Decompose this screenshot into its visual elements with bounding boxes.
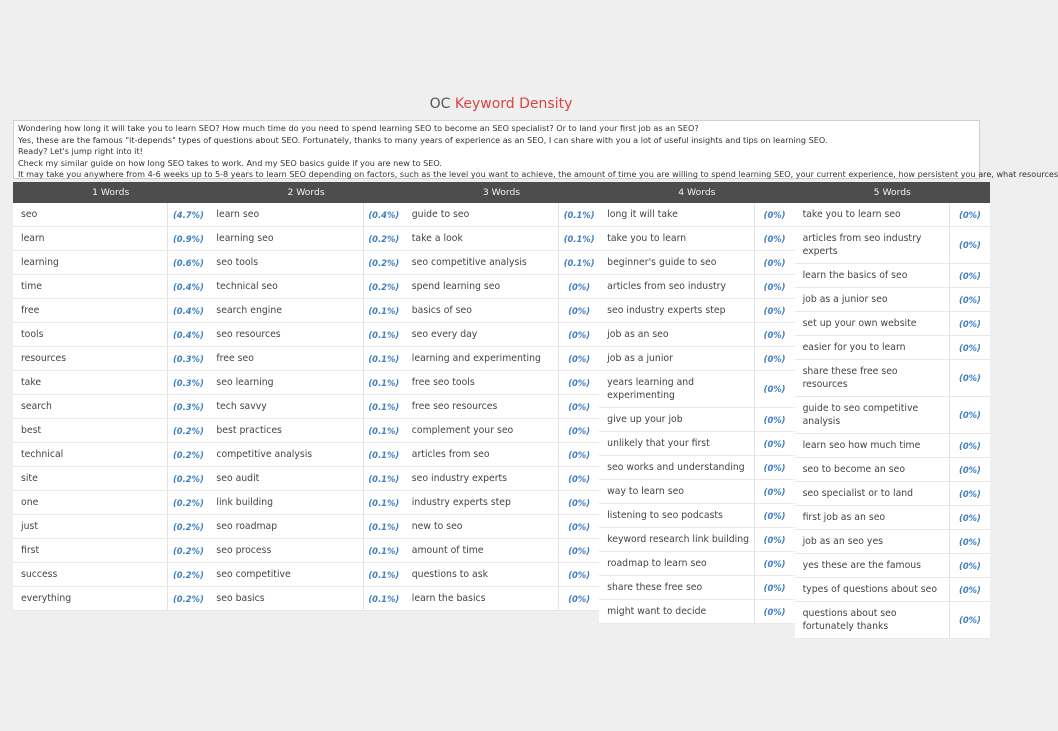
keyword-text: industry experts step — [404, 491, 559, 514]
keyword-text: questions about seo fortunately thanks — [795, 602, 950, 638]
keyword-text: job as a junior — [599, 347, 754, 370]
keyword-text: seo works and understanding — [599, 456, 754, 479]
keyword-text: types of questions about seo — [795, 578, 950, 601]
column-header: 2 Words — [208, 182, 403, 203]
keyword-row — [208, 347, 403, 371]
keyword-density: (0.3%) — [172, 353, 204, 364]
keyword-density: (0.4%) — [368, 209, 400, 220]
keyword-density: (0.1%) — [368, 353, 400, 364]
keyword-text: job as a junior seo — [795, 288, 950, 311]
keyword-density: (0%) — [763, 257, 786, 268]
keyword-density: (0.4%) — [172, 329, 204, 340]
keyword-row — [795, 336, 990, 360]
keyword-text: best practices — [208, 419, 363, 442]
keyword-row — [795, 554, 990, 578]
keyword-density: (0.1%) — [368, 593, 400, 604]
keyword-row — [404, 275, 599, 299]
keyword-text: technical seo — [208, 275, 363, 298]
keyword-text: time — [13, 275, 168, 298]
keyword-text: seo learning — [208, 371, 363, 394]
keyword-density: (0.2%) — [368, 257, 400, 268]
keyword-text: free seo resources — [404, 395, 559, 418]
source-text-line: Check my similar guide on how long SEO takes to work. And my SEO basics guide if you are new to SEO. — [18, 157, 442, 168]
keyword-text: seo audit — [208, 467, 363, 490]
keyword-text: roadmap to learn seo — [599, 552, 754, 575]
keyword-text: learn — [13, 227, 168, 250]
keyword-density: (4.7%) — [172, 209, 204, 220]
page-title — [0, 96, 1002, 112]
column-header: 5 Words — [795, 182, 990, 203]
keyword-text: take you to learn seo — [795, 203, 950, 226]
keyword-density: (0%) — [959, 240, 981, 250]
keyword-row — [404, 563, 599, 587]
keyword-column-3 — [404, 182, 599, 604]
keyword-row — [599, 299, 794, 323]
keyword-density: (0%) — [568, 329, 591, 340]
keyword-row — [13, 347, 208, 371]
keyword-row — [208, 587, 403, 611]
keyword-text: guide to seo — [404, 203, 559, 226]
keyword-row — [208, 539, 403, 563]
keyword-density: (0%) — [568, 569, 591, 580]
keyword-row — [795, 203, 990, 227]
keyword-row — [599, 203, 794, 227]
keyword-row — [13, 251, 208, 275]
keyword-text: set up your own website — [795, 312, 950, 335]
keyword-row — [13, 563, 208, 587]
keyword-row — [13, 299, 208, 323]
keyword-text: free seo tools — [404, 371, 559, 394]
keyword-column-1 — [13, 182, 208, 604]
keyword-row — [208, 443, 403, 467]
keyword-density: (0%) — [959, 342, 981, 353]
keyword-density: (0.2%) — [368, 233, 400, 244]
keyword-density: (0.1%) — [563, 257, 595, 268]
keyword-row — [13, 203, 208, 227]
keyword-density: (0%) — [568, 449, 591, 460]
keyword-row — [208, 251, 403, 275]
keyword-row — [13, 371, 208, 395]
keyword-text: seo competitive analysis — [404, 251, 559, 274]
title-prefix: OC — [429, 96, 451, 112]
source-text-line: It may take you anywhere from 4-6 weeks up to 5-8 years to learn SEO depending on factors, such as the level you want to achieve, the amount of time you are willing to spend learning SEO, your current experience, how persistent you are, what resources — [18, 169, 1058, 179]
keyword-density: (0.1%) — [563, 233, 595, 244]
keyword-density: (0%) — [959, 512, 981, 523]
keyword-density: (0%) — [763, 510, 786, 521]
keyword-text: first — [13, 539, 168, 562]
keyword-text: search engine — [208, 299, 363, 322]
keyword-row — [404, 299, 599, 323]
keyword-text: learn seo how much time — [795, 434, 950, 457]
keyword-row — [404, 515, 599, 539]
keyword-density: (0%) — [763, 582, 786, 593]
keyword-density: (0%) — [959, 294, 981, 305]
keyword-text: basics of seo — [404, 299, 559, 322]
keyword-row — [795, 602, 990, 639]
keyword-text: seo process — [208, 539, 363, 562]
keyword-text: job as an seo — [599, 323, 754, 346]
keyword-row — [208, 419, 403, 443]
keyword-row — [13, 539, 208, 563]
keyword-row — [404, 251, 599, 275]
keyword-density: (0%) — [568, 353, 591, 364]
keyword-row — [208, 299, 403, 323]
keyword-density: (0%) — [959, 373, 981, 383]
keyword-density: (0%) — [959, 584, 981, 595]
keyword-text: seo — [13, 203, 168, 226]
keyword-column-4 — [599, 182, 794, 617]
source-text-line: Yes, these are the famous "it-depends" types of questions about SEO. Fortunately, thanks to many years of experience as an SEO, I can share with you a lot of useful insights and tips on learning SEO. — [18, 134, 828, 145]
keyword-density: (0.4%) — [172, 281, 204, 292]
keyword-density: (0.1%) — [368, 497, 400, 508]
keyword-row — [795, 264, 990, 288]
keyword-density: (0%) — [959, 440, 981, 451]
keyword-row — [13, 419, 208, 443]
keyword-text: articles from seo industry experts — [795, 227, 950, 263]
keyword-density: (0.1%) — [368, 569, 400, 580]
keyword-density: (0%) — [959, 488, 981, 499]
keyword-density: (0%) — [568, 497, 591, 508]
source-text-input[interactable] — [13, 120, 1058, 179]
keyword-row — [404, 587, 599, 611]
keyword-text: might want to decide — [599, 600, 754, 623]
keyword-row — [795, 227, 990, 264]
keyword-density: (0.2%) — [172, 521, 204, 532]
keyword-text: seo industry experts — [404, 467, 559, 490]
keyword-text: seo to become an seo — [795, 458, 950, 481]
keyword-text: unlikely that your first — [599, 432, 754, 455]
keyword-density: (0.1%) — [368, 545, 400, 556]
keyword-density: (0%) — [568, 545, 591, 556]
keyword-text: one — [13, 491, 168, 514]
keyword-row — [795, 397, 990, 434]
keyword-column-2 — [208, 182, 403, 604]
keyword-text: seo resources — [208, 323, 363, 346]
keyword-text: competitive analysis — [208, 443, 363, 466]
keyword-row — [599, 371, 794, 408]
keyword-density: (0.1%) — [368, 401, 400, 412]
keyword-density: (0.6%) — [172, 257, 204, 268]
keyword-density: (0%) — [763, 534, 786, 545]
keyword-density: (0.1%) — [368, 521, 400, 532]
keyword-text: way to learn seo — [599, 480, 754, 503]
keyword-row — [795, 530, 990, 554]
keyword-row — [404, 443, 599, 467]
keyword-row — [13, 467, 208, 491]
keyword-text: years learning and experimenting — [599, 371, 754, 407]
keyword-density: (0.1%) — [563, 209, 595, 220]
keyword-text: free — [13, 299, 168, 322]
keyword-density: (0%) — [763, 281, 786, 292]
keyword-text: articles from seo industry — [599, 275, 754, 298]
keyword-row — [208, 275, 403, 299]
keyword-row — [795, 482, 990, 506]
keyword-row — [599, 408, 794, 432]
keyword-density: (0%) — [959, 270, 981, 281]
keyword-row — [599, 576, 794, 600]
keyword-text: yes these are the famous — [795, 554, 950, 577]
keyword-text: success — [13, 563, 168, 586]
keyword-density: (0.4%) — [172, 305, 204, 316]
keyword-row — [208, 227, 403, 251]
keyword-text: spend learning seo — [404, 275, 559, 298]
keyword-row — [404, 419, 599, 443]
keyword-row — [599, 275, 794, 299]
keyword-density: (0.9%) — [172, 233, 204, 244]
keyword-density: (0%) — [763, 233, 786, 244]
keyword-text: share these free seo — [599, 576, 754, 599]
keyword-row — [208, 515, 403, 539]
keyword-row — [208, 395, 403, 419]
keyword-density: (0.2%) — [368, 281, 400, 292]
keyword-density: (0%) — [959, 560, 981, 571]
keyword-row — [13, 227, 208, 251]
keyword-density: (0%) — [959, 209, 981, 220]
keyword-density: (0.1%) — [368, 377, 400, 388]
keyword-row — [13, 395, 208, 419]
keyword-density: (0.2%) — [172, 497, 204, 508]
keyword-text: learning seo — [208, 227, 363, 250]
keyword-row — [795, 312, 990, 336]
keyword-density: (0.2%) — [172, 593, 204, 604]
keyword-text: search — [13, 395, 168, 418]
keyword-text: give up your job — [599, 408, 754, 431]
keyword-row — [13, 491, 208, 515]
keyword-text: seo basics — [208, 587, 363, 610]
column-header: 4 Words — [599, 182, 794, 203]
keyword-density: (0.1%) — [368, 473, 400, 484]
keyword-density: (0%) — [763, 606, 786, 617]
keyword-text: learn the basics — [404, 587, 559, 610]
keyword-density: (0%) — [959, 464, 981, 475]
keyword-text: seo every day — [404, 323, 559, 346]
keyword-row — [208, 203, 403, 227]
keyword-row — [795, 288, 990, 312]
title-accent: Keyword Density — [454, 96, 573, 112]
keyword-text: site — [13, 467, 168, 490]
keyword-text: just — [13, 515, 168, 538]
keyword-text: technical — [13, 443, 168, 466]
keyword-row — [208, 491, 403, 515]
keyword-density: (0.2%) — [172, 569, 204, 580]
keyword-density: (0.1%) — [368, 425, 400, 436]
keyword-row — [13, 587, 208, 611]
keyword-density: (0.3%) — [172, 401, 204, 412]
keyword-density: (0.2%) — [172, 473, 204, 484]
keyword-text: free seo — [208, 347, 363, 370]
keyword-density: (0%) — [568, 521, 591, 532]
keyword-text: learn the basics of seo — [795, 264, 950, 287]
source-text-line: Ready? Let's jump right into it! — [18, 146, 143, 156]
keyword-text: easier for you to learn — [795, 336, 950, 359]
keyword-density: (0%) — [959, 318, 981, 329]
keyword-row — [599, 600, 794, 624]
keyword-row — [13, 443, 208, 467]
keyword-row — [795, 506, 990, 530]
keyword-text: seo roadmap — [208, 515, 363, 538]
keyword-density: (0%) — [763, 329, 786, 340]
keyword-density: (0%) — [763, 486, 786, 497]
keyword-row — [795, 578, 990, 602]
keyword-text: long it will take — [599, 203, 754, 226]
keyword-text: everything — [13, 587, 168, 610]
keyword-text: complement your seo — [404, 419, 559, 442]
keyword-row — [404, 539, 599, 563]
keyword-row — [404, 323, 599, 347]
keyword-text: job as an seo yes — [795, 530, 950, 553]
keyword-row — [208, 371, 403, 395]
keyword-row — [404, 371, 599, 395]
keyword-density: (0.1%) — [368, 449, 400, 460]
keyword-density: (0%) — [763, 353, 786, 364]
source-text-line: Wondering how long it will take you to learn SEO? How much time do you need to spend learning SEO to become an SEO specialist? Or to land your first job as an SEO? — [18, 123, 699, 133]
keyword-row — [599, 456, 794, 480]
keyword-text: take a look — [404, 227, 559, 250]
keyword-text: take you to learn — [599, 227, 754, 250]
keyword-row — [208, 563, 403, 587]
keyword-row — [599, 227, 794, 251]
keyword-density: (0%) — [763, 305, 786, 316]
keyword-row — [208, 323, 403, 347]
keyword-density: (0%) — [568, 473, 591, 484]
keyword-text: take — [13, 371, 168, 394]
keyword-density: (0.2%) — [172, 425, 204, 436]
keyword-row — [404, 491, 599, 515]
keyword-text: learn seo — [208, 203, 363, 226]
keyword-text: learning and experimenting — [404, 347, 559, 370]
keyword-density: (0%) — [763, 384, 786, 394]
keyword-density: (0%) — [568, 281, 591, 292]
keyword-density: (0%) — [763, 558, 786, 569]
keyword-column-5 — [795, 182, 990, 632]
keyword-density: (0.3%) — [172, 377, 204, 388]
keyword-row — [599, 347, 794, 371]
keyword-text: keyword research link building — [599, 528, 754, 551]
keyword-row — [404, 347, 599, 371]
keyword-density: (0%) — [763, 438, 786, 449]
keyword-text: resources — [13, 347, 168, 370]
keyword-row — [599, 432, 794, 456]
keyword-density-tables — [13, 182, 990, 632]
keyword-row — [599, 480, 794, 504]
keyword-text: tech savvy — [208, 395, 363, 418]
keyword-density: (0%) — [959, 410, 981, 420]
keyword-text: tools — [13, 323, 168, 346]
keyword-density: (0%) — [568, 377, 591, 388]
keyword-text: seo industry experts step — [599, 299, 754, 322]
keyword-text: seo specialist or to land — [795, 482, 950, 505]
keyword-text: seo tools — [208, 251, 363, 274]
keyword-row — [599, 251, 794, 275]
keyword-density: (0%) — [959, 615, 981, 625]
keyword-density: (0%) — [568, 425, 591, 436]
keyword-text: first job as an seo — [795, 506, 950, 529]
keyword-row — [599, 552, 794, 576]
keyword-density: (0.1%) — [368, 329, 400, 340]
keyword-text: guide to seo competitive analysis — [795, 397, 950, 433]
keyword-text: link building — [208, 491, 363, 514]
keyword-row — [208, 467, 403, 491]
keyword-row — [404, 467, 599, 491]
keyword-row — [795, 360, 990, 397]
keyword-row — [599, 323, 794, 347]
keyword-row — [13, 275, 208, 299]
keyword-row — [404, 203, 599, 227]
keyword-text: best — [13, 419, 168, 442]
keyword-density: (0%) — [763, 414, 786, 425]
keyword-text: seo competitive — [208, 563, 363, 586]
keyword-row — [404, 395, 599, 419]
keyword-density: (0%) — [959, 536, 981, 547]
keyword-text: new to seo — [404, 515, 559, 538]
keyword-text: listening to seo podcasts — [599, 504, 754, 527]
keyword-row — [795, 434, 990, 458]
keyword-density: (0%) — [568, 401, 591, 412]
keyword-text: amount of time — [404, 539, 559, 562]
keyword-density: (0%) — [763, 209, 786, 220]
keyword-text: share these free seo resources — [795, 360, 950, 396]
keyword-density: (0%) — [763, 462, 786, 473]
keyword-density: (0.2%) — [172, 449, 204, 460]
column-header: 1 Words — [13, 182, 208, 203]
keyword-text: questions to ask — [404, 563, 559, 586]
keyword-text: learning — [13, 251, 168, 274]
keyword-row — [599, 528, 794, 552]
keyword-density: (0%) — [568, 593, 591, 604]
keyword-density: (0.2%) — [172, 545, 204, 556]
keyword-text: articles from seo — [404, 443, 559, 466]
keyword-density: (0.1%) — [368, 305, 400, 316]
column-header: 3 Words — [404, 182, 599, 203]
keyword-text: beginner's guide to seo — [599, 251, 754, 274]
keyword-row — [599, 504, 794, 528]
keyword-row — [404, 227, 599, 251]
keyword-row — [13, 515, 208, 539]
keyword-density: (0%) — [568, 305, 591, 316]
keyword-row — [795, 458, 990, 482]
keyword-row — [13, 323, 208, 347]
